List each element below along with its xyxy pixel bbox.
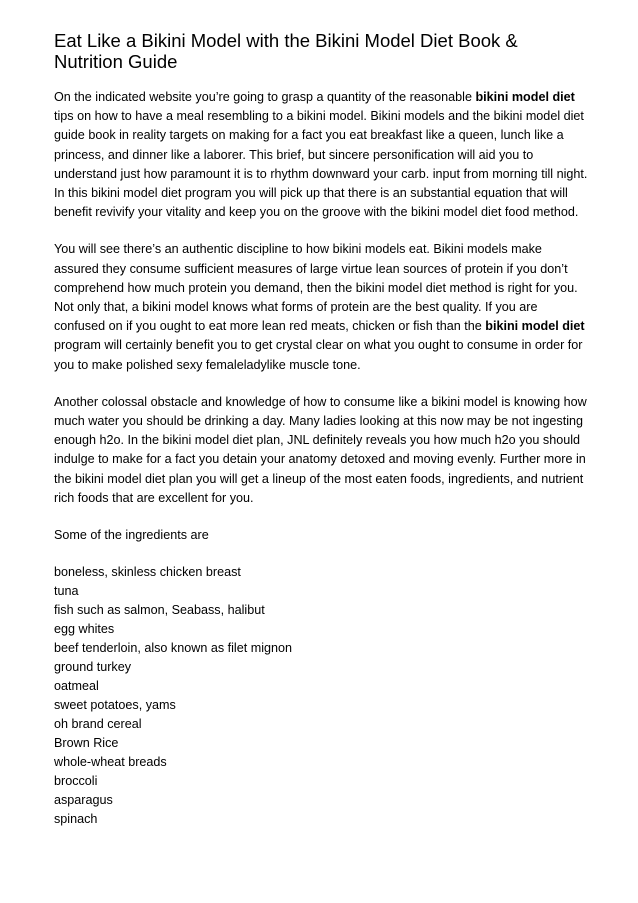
- list-item: broccoli: [54, 774, 98, 789]
- paragraph-2-bold-keyword: bikini model diet: [485, 319, 585, 334]
- paragraph-1-bold-keyword: bikini model diet: [475, 90, 575, 104]
- document-page: [54, 30, 590, 829]
- list-item: Brown Rice: [54, 736, 119, 751]
- ingredients-list: [54, 563, 590, 829]
- list-item: sweet potatoes, yams: [54, 698, 176, 713]
- list-item: boneless, skinless chicken breast: [54, 565, 241, 580]
- list-item: ground turkey: [54, 660, 132, 675]
- list-item: egg whites: [54, 622, 115, 637]
- list-item: beef tenderloin, also known as filet mignon: [54, 641, 293, 656]
- ingredients-intro: Some of the ingredients are: [54, 528, 209, 543]
- paragraph-1-text-b: tips on how to have a meal resembling to a bikini model. Bikini models and the bikini model diet guide book in reality targets on making for a fact you eat breakfast like a queen, lunch like a princess, and dinner like a laborer. This brief, but sincere personification will aid you to understand just how paramount it is to rhythm downward your carb. input from morning till night. In this bikini model diet program you will pick up that there is an substantial equation that will benefit revivify your vitality and keep you on the groove with the bikini model diet food method.: [54, 109, 588, 220]
- list-item: fish such as salmon, Seabass, halibut: [54, 603, 265, 618]
- document-title: Eat Like a Bikini Model with the Bikini Model Diet Book & Nutrition Guide: [54, 30, 518, 72]
- paragraph-2-text-b: program will certainly benefit you to get crystal clear on what you ought to consume in order for you to make polished sexy femaleladylike muscle tone.: [54, 338, 583, 372]
- paragraph-2-text-a: You will see there’s an authentic discipline to how bikini models eat. Bikini models make assured they consume sufficient measures of large virtue lean sources of protein if you don’t comprehend how much protein you demand, then the bikini model diet method is right for you. Not only that, a bikini model knows what forms of protein are the best quality. If you are confused on if you ought to eat more lean red meats, chicken or fish than the: [54, 242, 578, 334]
- list-item: tuna: [54, 584, 79, 599]
- list-item: oh brand cereal: [54, 717, 142, 732]
- list-item: oatmeal: [54, 679, 99, 694]
- paragraph-3: Another colossal obstacle and knowledge of how to consume like a bikini model is knowing how much water you should be drinking a day. Many ladies looking at this now may be not ingesting enough h2o. In the bikini model diet plan, JNL definitely reveals you how much h2o you should indulge to make for a fact you detain your anatomy detoxed and moving evenly. Further more in the bikini model diet plan you will get a lineup of the most eaten foods, ingredients, and nutrient rich foods that are excellent for you.: [54, 394, 587, 505]
- list-item: spinach: [54, 812, 98, 827]
- list-item: whole-wheat breads: [54, 755, 167, 770]
- paragraph-1-text-a: On the indicated website you’re going to grasp a quantity of the reasonable: [54, 90, 476, 104]
- list-item: asparagus: [54, 793, 113, 808]
- paragraph-1: [54, 88, 590, 222]
- paragraph-2: [54, 240, 590, 374]
